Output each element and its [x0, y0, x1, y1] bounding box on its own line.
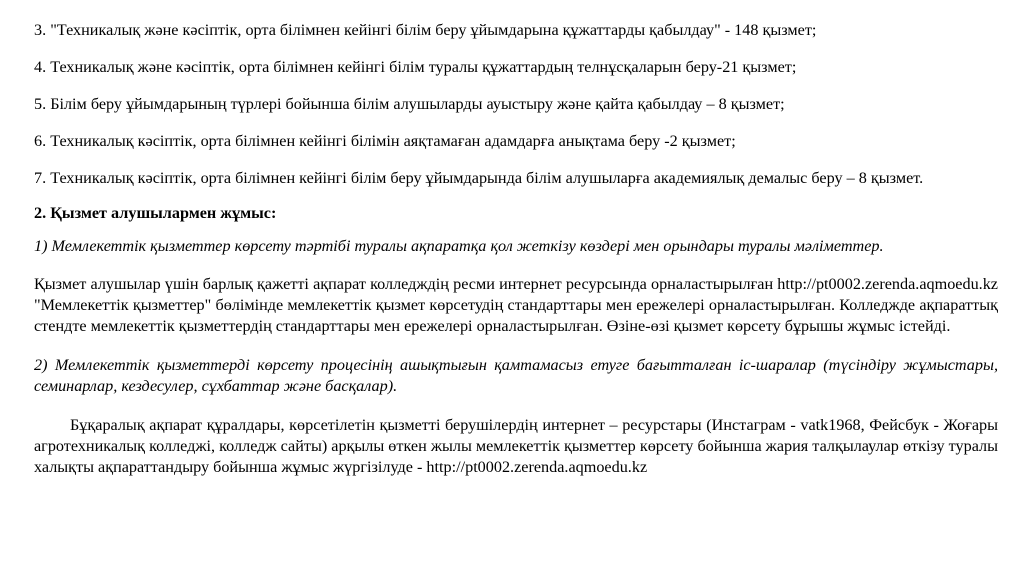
list-item-5: 5. Білім беру ұйымдарының түрлері бойынша білім алушыларды ауыстыру және қайта қабылдау – 8 қызмет;: [34, 95, 785, 113]
section-heading: 2. Қызмет алушылармен жұмыс:: [34, 204, 277, 222]
list-item-6: 6. Техникалық кәсіптік, орта білімнен кейінгі білімін аяқтамаған адамдарға анықтама беру -2 қызмет;: [34, 132, 736, 150]
subheading-transparency-measures: 2) Мемлекеттік қызметтерді көрсету процесінің ашықтығын қамтамасыз етуге бағытталған іс-шаралар (түсіндіру жұмыстары, семинарлар, кездесулер, сұхбаттар және басқалар).: [34, 356, 998, 395]
list-item-3: 3. "Техникалық және кәсіптік, орта білімнен кейінгі білім беру ұйымдарына құжаттарды қабылдау" - 148 қызмет;: [34, 21, 817, 39]
paragraph-media-outreach: Бұқаралық ақпарат құралдары, көрсетілетін қызметті берушілердің интернет – ресурстары (Инстаграм - vatk1968, Фейсбук - Жоғары агротехникалық колледжі, колледж сайты) арқылы өткен жылы мемлекеттік қызметтер көрсету бойынша жария талқылаулар өткізу туралы халықты ақпараттандыру бойынша жұмыс жүргізілуде - http://pt0002.zerenda.aqmoedu.kz: [34, 416, 998, 476]
paragraph-information-access: Қызмет алушылар үшін барлық қажетті ақпарат колледждің ресми интернет ресурсында орналастырылған http://pt0002.zerenda.aqmoedu.kz "Мемлекеттік қызметтер" бөлімінде мемлекеттік қызмет көрсетудің стандарттары мен ережелері орналастырылған. Колледжде ақпараттық стендте мемлекеттік қызметтердің стандарттары мен ережелері орналастырылған. Өзіне-өзі қызмет көрсету бұрышы жұмыс істейді.: [34, 275, 998, 335]
subheading-information-sources: 1) Мемлекеттік қызметтер көрсету тәртібі туралы ақпаратқа қол жеткізу көздері мен орындары туралы мәліметтер.: [34, 237, 884, 255]
list-item-7: 7. Техникалық кәсіптік, орта білімнен кейінгі білім беру ұйымдарында білім алушыларға академиялық демалыс беру – 8 қызмет.: [34, 169, 924, 187]
list-item-4: 4. Техникалық және кәсіптік, орта білімнен кейінгі білім туралы құжаттардың телнұсқаларын беру-21 қызмет;: [34, 58, 797, 76]
